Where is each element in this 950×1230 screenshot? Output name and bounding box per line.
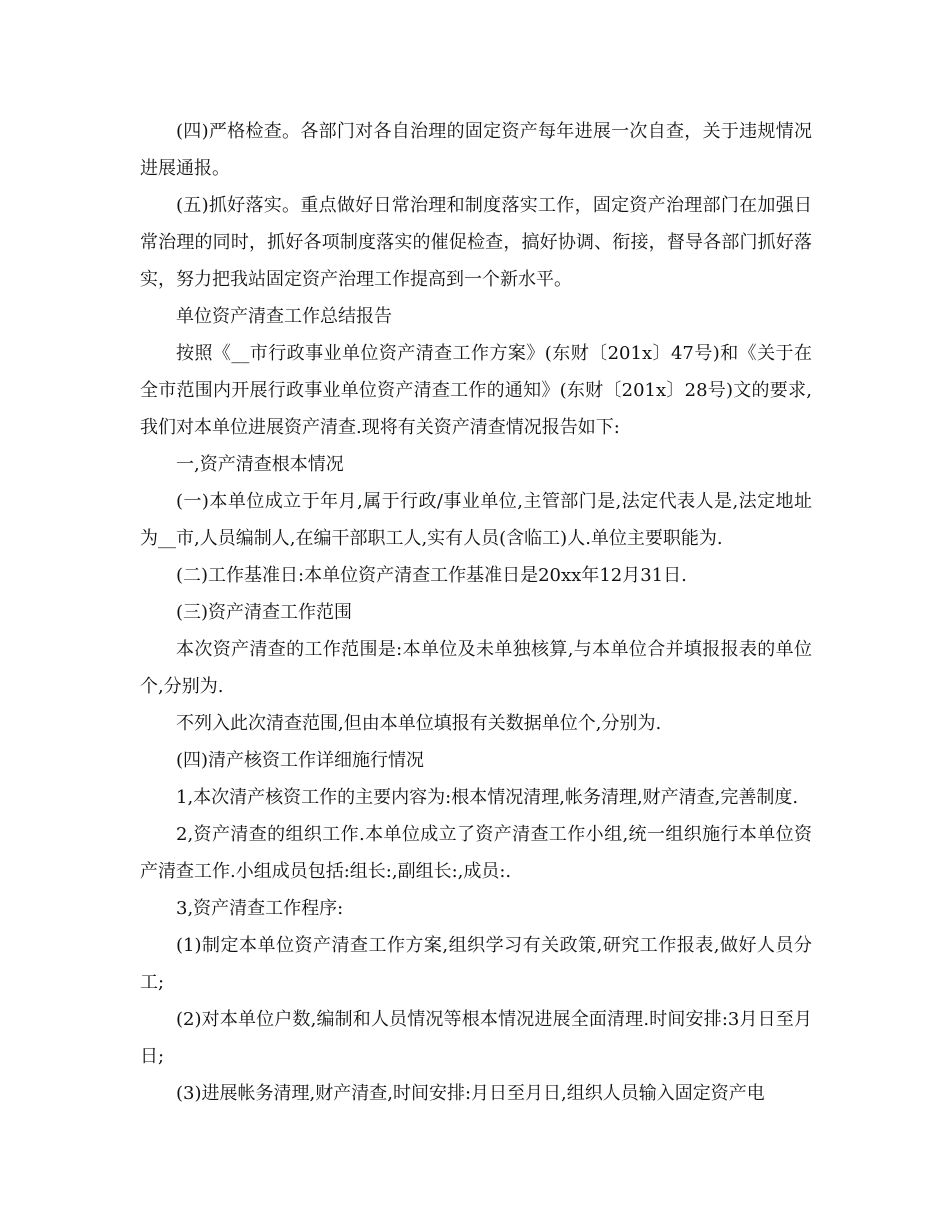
procedure-step-3: (3)进展帐务清理,财产清查,时间安排:月日至月日,组织人员输入固定资产电 [176, 1083, 765, 1104]
paragraph-inspection: (四)严格检查。各部门对各自治理的固定资产每年进展一次自查，关于违规情况进展通报。 [140, 121, 812, 179]
paragraph-introduction: 按照《__市行政事业单位资产清查工作方案》(东财〔201x〕47号)和《关于在全市范围内开展行政事业单位资产清查工作的通知》(东财〔201x〕28号)文的要求,我们对本单位进展资产清查.现将有关资产清查情况报告如下: [140, 343, 812, 438]
paragraph-base-date: (二)工作基准日:本单位资产清查工作基准日是20xx年12月31日. [176, 565, 687, 586]
report-title: 单位资产清查工作总结报告 [176, 306, 392, 327]
subheading-scope: (三)资产清查工作范围 [176, 602, 353, 623]
paragraph-scope: 本次资产清查的工作范围是:本单位及未单独核算,与本单位合并填报报表的单位个,分别为. [140, 639, 812, 697]
procedure-step-1: (1)制定本单位资产清查工作方案,组织学习有关政策,研究工作报表,做好人员分工; [140, 935, 812, 993]
paragraph-excluded-scope: 不列入此次清查范围,但由本单位填报有关数据单位个,分别为. [176, 713, 662, 734]
paragraph-implementation: (五)抓好落实。重点做好日常治理和制度落实工作，固定资产治理部门在加强日常治理的同时，抓好各项制度落实的催促检查，搞好协调、衔接，督导各部门抓好落实，努力把我站固定资产治理工作提高到一个新水平。 [140, 195, 812, 290]
paragraph-unit-info: (一)本单位成立于年月,属于行政/事业单位,主管部门是,法定代表人是,法定地址为__市,人员编制人,在编干部职工人,实有人员(含临工)人.单位主要职能为. [140, 491, 812, 549]
section-heading-basic-situation: 一,资产清查根本情况 [176, 454, 344, 475]
list-item-2: 2,资产清查的组织工作.本单位成立了资产清查工作小组,统一组织施行本单位资产清查工作.小组成员包括:组长:,副组长:,成员:. [140, 824, 812, 882]
subheading-implementation: (四)清产核资工作详细施行情况 [176, 750, 425, 771]
list-item-1: 1,本次清产核资工作的主要内容为:根本情况清理,帐务清理,财产清查,完善制度. [176, 787, 799, 808]
list-item-3: 3,资产清查工作程序: [176, 898, 344, 919]
procedure-step-2: (2)对本单位户数,编制和人员情况等根本情况进展全面清理.时间安排:3月日至月日; [140, 1009, 812, 1067]
document-body [140, 113, 812, 1112]
